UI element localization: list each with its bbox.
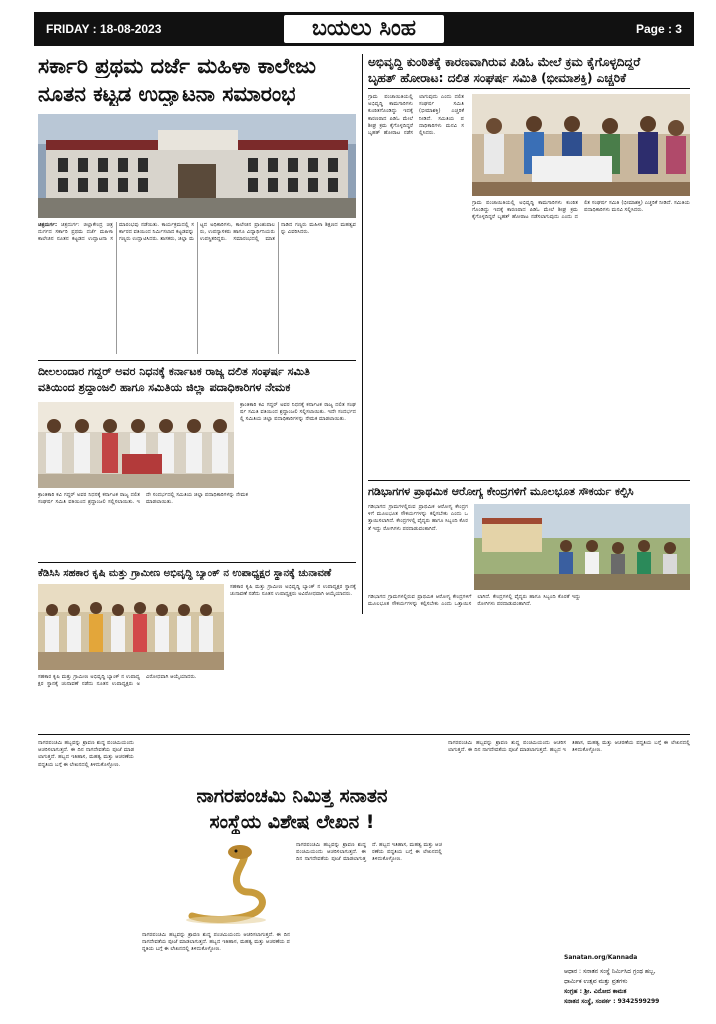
- article6-headline-line1: ನಾಗರಪಂಚಮಿ ನಿಮಿತ್ತ ಸನಾತನ: [196, 786, 388, 807]
- cobra-illustration: [172, 842, 288, 928]
- article1-dateline: ಚಿತ್ರದುರ್ಗ:: [38, 222, 58, 228]
- protest-group-photo: [472, 94, 690, 196]
- article4-body-text: ಗಡಿಭಾಗದ ಗ್ರಾಮಗಳಲ್ಲಿರುವ ಪ್ರಾಥಮಿಕ ಆರೋಗ್ಯ ಕೇಂದ್ರಗಳಿಗೆ ಮೂಲಭೂತ ಸೌಕರ್ಯಗಳನ್ನು ಕಲ್ಪಿಸಬೇಕು ಎಂದು ಒತ್ತಾಯಿಸಲಾಗಿದೆ. ಕೇಂದ್ರಗಳಲ್ಲಿ ವೈದ್ಯರು ಹಾಗೂ ಸಿಬ್ಬಂದಿ ಕೊರತೆ ಇದ್ದು ರೋಗಿಗಳು ಪರದಾಡುವಂತಾಗಿದೆ.: [368, 504, 468, 532]
- article4-top-rule: [368, 480, 690, 481]
- article6-headline-line2: ಸಂಸ್ಥೆಯ ವಿಶೇಷ ಲೇಖನ !: [209, 812, 375, 833]
- article2-body-text: ಗ್ರಾಮ ಪಂಚಾಯಿತಿಯಲ್ಲಿ ಅಭಿವೃದ್ಧಿ ಕಾಮಗಾರಿಗಳು ಕುಂಠಿತಗೊಂಡಿದ್ದು ಇದಕ್ಕೆ ಕಾರಣರಾದ ಪಿಡಿಓ ಮೇಲೆ ಶೀಘ್ರ ಕ್ರಮ ಕೈಗೊಳ್ಳದಿದ್ದರೆ ಬೃಹತ್ ಹೋರಾಟ ನಡೆಸಲಾಗುವುದು ಎಂದು ದಲಿತ ಸಂಘರ್ಷ ಸಮಿತಿ (ಭೀಮಾಶಕ್ತಿ) ಎಚ್ಚರಿಕೆ ನೀಡಿದೆ. ಸಮಿತಿಯ ಪದಾಧಿಕಾರಿಗಳು ಮನವಿ ಸಲ್ಲಿಸಿದರು.: [368, 94, 464, 137]
- article6-contact-line2: ಸನಾತನ ಸಂಸ್ಥೆ, ಸಂಪರ್ಕ : 9342599299: [564, 998, 660, 1005]
- article3-body-text-cont: ಕ್ರಾಂತಿಕಾರಿ ಕವಿ ಗದ್ದರ್ ಅವರ ನಿಧನಕ್ಕೆ ಕರ್ನಾಟಕ ರಾಜ್ಯ ದಲಿತ ಸಂಘರ್ಷ ಸಮಿತಿ ವತಿಯಿಂದ ಶ್ರದ್ಧಾಂಜಲಿ ಸಲ್ಲಿಸಲಾಯಿತು. ಇದೇ ಸಂದರ್ಭದಲ್ಲಿ ಸಮಿತಿಯ ಜಿಲ್ಲಾ ಪದಾಧಿಕಾರಿಗಳನ್ನು ನೇಮಕ ಮಾಡಲಾಯಿತು.: [38, 492, 248, 506]
- health-centre-photo: [474, 504, 690, 590]
- article1-headline-line1: ಸರ್ಕಾರಿ ಪ್ರಥಮ ದರ್ಜೆ ಮಹಿಳಾ ಕಾಲೇಜು: [38, 54, 316, 78]
- article6-credit-line2: ಧಾರ್ಮಿಕ ಉತ್ಸವ ಮತ್ತು ವ್ರತಗಳು: [564, 978, 628, 985]
- article2-rule: [368, 88, 690, 89]
- masthead-title: ಬಯಲು ಸಿಂಹ: [284, 15, 444, 43]
- article4-body-text-cont: ಗಡಿಭಾಗದ ಗ್ರಾಮಗಳಲ್ಲಿರುವ ಪ್ರಾಥಮಿಕ ಆರೋಗ್ಯ ಕೇಂದ್ರಗಳಿಗೆ ಮೂಲಭೂತ ಸೌಕರ್ಯಗಳನ್ನು ಕಲ್ಪಿಸಬೇಕು ಎಂದು ಒತ್ತಾಯಿಸಲಾಗಿದೆ. ಕೇಂದ್ರಗಳಲ್ಲಿ ವೈದ್ಯರು ಹಾಗೂ ಸಿಬ್ಬಂದಿ ಕೊರತೆ ಇದ್ದು ರೋಗಿಗಳು ಪರದಾಡುವಂತಾಗಿದೆ.: [368, 594, 581, 608]
- masthead: [34, 12, 694, 46]
- article6-credit-line1: ಆಧಾರ : ಸನಾತನ ಸಂಸ್ಥೆ ನಿರ್ಮಿಸಿದ ಗ್ರಂಥ ಹಬ್ಬ,: [564, 968, 656, 975]
- article6-website: Sanatan.org/Kannada: [564, 954, 638, 961]
- article3-body-bottom: [38, 492, 356, 556]
- article6-body-text-cont: ನಾಗರಪಂಚಮಿ ಹಬ್ಬವನ್ನು ಶ್ರಾವಣ ಶುದ್ಧ ಪಂಚಮಿಯಂದು ಆಚರಿಸಲಾಗುತ್ತದೆ. ಈ ದಿನ ನಾಗದೇವತೆಯ ಪೂಜೆ ಮಾಡಲಾಗುತ್ತದೆ. ಹಬ್ಬದ ಇತಿಹಾಸ, ಮಹತ್ವ ಮತ್ತು ಆಚರಣೆಯ ಪದ್ಧತಿಯ ಬಗ್ಗೆ ಈ ಲೇಖನದಲ್ಲಿ ತಿಳಿದುಕೊಳ್ಳೋಣ.: [296, 842, 442, 863]
- bottom-section-rule: [38, 734, 690, 735]
- article3-headline-line1: ದೀಲಲಂದಾರ ಗದ್ದರ್ ಅವರ ನಿಧನಕ್ಕೆ ಕರ್ನಾಟಕ ರಾಜ್ಯ ದಲಿತ ಸಂಘರ್ಷ ಸಮಿತಿ: [38, 366, 310, 378]
- article6-contact-line1: ಸಂಗ್ರಹ : ಶ್ರೀ. ವಿನೋದ ಕಾಮತ: [564, 988, 627, 995]
- article3-headline-line2: ವತಿಯಿಂದ ಶ್ರದ್ಧಾಂಜಲಿ ಹಾಗೂ ಸಮಿತಿಯ ಜಿಲ್ಲಾ ಪದಾಧಿಕಾರಿಗಳ ನೇಮಕ: [38, 382, 291, 394]
- article6-body-far-left: [38, 740, 134, 1010]
- article6-body-text: ನಾಗರಪಂಚಮಿ ಹಬ್ಬವನ್ನು ಶ್ರಾವಣ ಶುದ್ಧ ಪಂಚಮಿಯಂದು ಆಚರಿಸಲಾಗುತ್ತದೆ. ಈ ದಿನ ನಾಗದೇವತೆಯ ಪೂಜೆ ಮಾಡಲಾಗುತ್ತದೆ. ಹಬ್ಬದ ಇತಿಹಾಸ, ಮಹತ್ವ ಮತ್ತು ಆಚರಣೆಯ ಪದ್ಧತಿಯ ಬಗ್ಗೆ ಈ ಲೇಖನದಲ್ಲಿ ತಿಳಿದುಕೊಳ್ಳೋಣ.: [38, 740, 134, 768]
- article5-body-text: ಸಹಕಾರ ಕೃಷಿ ಮತ್ತು ಗ್ರಾಮೀಣ ಅಭಿವೃದ್ಧಿ ಬ್ಯಾಂಕ್ ನ ಉಪಾಧ್ಯಕ್ಷರ ಸ್ಥಾನಕ್ಕೆ ಚುನಾವಣೆ ನಡೆದು ನೂತನ ಉಪಾಧ್ಯಕ್ಷರು ಅವಿರೋಧವಾಗಿ ಆಯ್ಕೆಯಾದರು.: [230, 584, 356, 598]
- article6-body-under-image: [142, 932, 290, 1010]
- article5-body-text-cont: ಸಹಕಾರ ಕೃಷಿ ಮತ್ತು ಗ್ರಾಮೀಣ ಅಭಿವೃದ್ಧಿ ಬ್ಯಾಂಕ್ ನ ಉಪಾಧ್ಯಕ್ಷರ ಸ್ಥಾನಕ್ಕೆ ಚುನಾವಣೆ ನಡೆದು ನೂತನ ಉಪಾಧ್ಯಕ್ಷರು ಅವಿರೋಧವಾಗಿ ಆಯ್ಕೆಯಾದರು.: [38, 674, 197, 688]
- column-divider: [362, 54, 363, 614]
- article4-body-left: [368, 504, 468, 584]
- article2-body-left: [368, 94, 464, 474]
- masthead-date: FRIDAY : 18-08-2023: [46, 22, 162, 36]
- bank-election-photo: [38, 584, 224, 670]
- article2-headline-line2: ಬೃಹತ್ ಹೋರಾಟ: ದಲಿತ ಸಂಘರ್ಷ ಸಮಿತಿ (ಭೀಮಾಶಕ್ತಿ) ಎಚ್ಚರಿಕೆ: [368, 72, 626, 85]
- article3-body-right: [240, 402, 356, 488]
- college-building-photo: [38, 114, 356, 218]
- newspaper-page: [34, 10, 694, 1014]
- article2-body-text-cont: ಗ್ರಾಮ ಪಂಚಾಯಿತಿಯಲ್ಲಿ ಅಭಿವೃದ್ಧಿ ಕಾಮಗಾರಿಗಳು ಕುಂಠಿತಗೊಂಡಿದ್ದು ಇದಕ್ಕೆ ಕಾರಣರಾದ ಪಿಡಿಓ ಮೇಲೆ ಶೀಘ್ರ ಕ್ರಮ ಕೈಗೊಳ್ಳದಿದ್ದರೆ ಬೃಹತ್ ಹೋರಾಟ ನಡೆಸಲಾಗುವುದು ಎಂದು ದಲಿತ ಸಂಘರ್ಷ ಸಮಿತಿ (ಭೀಮಾಶಕ್ತಿ) ಎಚ್ಚರಿಕೆ ನೀಡಿದೆ. ಸಮಿತಿಯ ಪದಾಧಿಕಾರಿಗಳು ಮನವಿ ಸಲ್ಲಿಸಿದರು.: [472, 200, 690, 221]
- masthead-page-number: Page : 3: [635, 22, 682, 36]
- article5-top-rule: [38, 562, 356, 563]
- article5-body-bottom: [38, 674, 356, 730]
- article3-top-rule: [38, 360, 356, 361]
- article1-headline-line2: ನೂತನ ಕಟ್ಟಡ ಉದ್ಘಾಟನಾ ಸಮಾರಂಭ: [38, 82, 296, 106]
- article5-body-right: [230, 584, 356, 670]
- article1-body: [38, 222, 356, 354]
- article2-body-right: [472, 200, 690, 474]
- article4-headline: ಗಡಿಭಾಗಗಳ ಪ್ರಾಥಮಿಕ ಆರೋಗ್ಯ ಕೇಂದ್ರಗಳಿಗೆ ಮೂಲಭೂತ ಸೌಕರ್ಯ ಕಲ್ಪಿಸಿ: [368, 486, 634, 498]
- article1-body-text: ಚಿತ್ರದುರ್ಗ: ಜಿಲ್ಲಾಕೇಂದ್ರ ಚಿತ್ರದುರ್ಗದ ಸರ್ಕಾರಿ ಪ್ರಥಮ ದರ್ಜೆ ಮಹಿಳಾ ಕಾಲೇಜಿನ ನೂತನ ಕಟ್ಟಡದ ಉದ್ಘಾಟನಾ ಸಮಾರಂಭವು ನಡೆಯಿತು. ಕಾರ್ಯಕ್ರಮದಲ್ಲಿ ಸರ್ಕಾರದ ವತಿಯಿಂದ ನಿರ್ಮಿಸಲಾದ ಕಟ್ಟಡವನ್ನು ಗಣ್ಯರು ಉದ್ಘಾಟಿಸಿದರು. ಶಾಸಕರು, ಜಿಲ್ಲಾ ಮಟ್ಟದ ಅಧಿಕಾರಿಗಳು, ಕಾಲೇಜಿನ ಪ್ರಾಂಶುಪಾಲರು, ಉಪನ್ಯಾಸಕರು ಹಾಗೂ ವಿದ್ಯಾರ್ಥಿನಿಯರು ಉಪಸ್ಥಿತರಿದ್ದರು. ಸಮಾರಂಭದಲ್ಲಿ ಮಾತನಾಡಿದ ಗಣ್ಯರು ಮಹಿಳಾ ಶಿಕ್ಷಣದ ಮಹತ್ವವನ್ನು ವಿವರಿಸಿದರು.: [38, 222, 356, 243]
- article5-headline: ಕೆಡಿಸಿಸಿ ಸಹಕಾರ ಕೃಷಿ ಮತ್ತು ಗ್ರಾಮೀಣ ಅಭಿವೃದ್ಧಿ ಬ್ಯಾಂಕ್ ನ ಉಪಾಧ್ಯಕ್ಷರ ಸ್ಥಾನಕ್ಕೆ ಚುನಾವಣೆ: [38, 568, 332, 579]
- tribute-meeting-photo: [38, 402, 234, 488]
- article6-body-text-cont2: ನಾಗರಪಂಚಮಿ ಹಬ್ಬವನ್ನು ಶ್ರಾವಣ ಶುದ್ಧ ಪಂಚಮಿಯಂದು ಆಚರಿಸಲಾಗುತ್ತದೆ. ಈ ದಿನ ನಾಗದೇವತೆಯ ಪೂಜೆ ಮಾಡಲಾಗುತ್ತದೆ. ಹಬ್ಬದ ಇತಿಹಾಸ, ಮಹತ್ವ ಮತ್ತು ಆಚರಣೆಯ ಪದ್ಧತಿಯ ಬಗ್ಗೆ ಈ ಲೇಖನದಲ್ಲಿ ತಿಳಿದುಕೊಳ್ಳೋಣ.: [142, 932, 290, 953]
- article6-body-right-of-image: [296, 842, 442, 1010]
- article6-body-text-cont3: ನಾಗರಪಂಚಮಿ ಹಬ್ಬವನ್ನು ಶ್ರಾವಣ ಶುದ್ಧ ಪಂಚಮಿಯಂದು ಆಚರಿಸಲಾಗುತ್ತದೆ. ಈ ದಿನ ನಾಗದೇವತೆಯ ಪೂಜೆ ಮಾಡಲಾಗುತ್ತದೆ. ಹಬ್ಬದ ಇತಿಹಾಸ, ಮಹತ್ವ ಮತ್ತು ಆಚರಣೆಯ ಪದ್ಧತಿಯ ಬಗ್ಗೆ ಈ ಲೇಖನದಲ್ಲಿ ತಿಳಿದುಕೊಳ್ಳೋಣ.: [448, 740, 690, 754]
- article3-body-text: ಕ್ರಾಂತಿಕಾರಿ ಕವಿ ಗದ್ದರ್ ಅವರ ನಿಧನಕ್ಕೆ ಕರ್ನಾಟಕ ರಾಜ್ಯ ದಲಿತ ಸಂಘರ್ಷ ಸಮಿತಿ ವತಿಯಿಂದ ಶ್ರದ್ಧಾಂಜಲಿ ಸಲ್ಲಿಸಲಾಯಿತು. ಇದೇ ಸಂದರ್ಭದಲ್ಲಿ ಸಮಿತಿಯ ಜಿಲ್ಲಾ ಪದಾಧಿಕಾರಿಗಳನ್ನು ನೇಮಕ ಮಾಡಲಾಯಿತು.: [240, 402, 356, 423]
- article2-headline-line1: ಅಭಿವೃದ್ಧಿ ಕುಂಠಿತಕ್ಕೆ ಕಾರಣವಾಗಿರುವ ಪಿಡಿಓ ಮೇಲೆ ಕ್ರಮ ಕೈಗೊಳ್ಳದಿದ್ದರೆ: [368, 56, 641, 69]
- article6-body-right: [448, 740, 690, 952]
